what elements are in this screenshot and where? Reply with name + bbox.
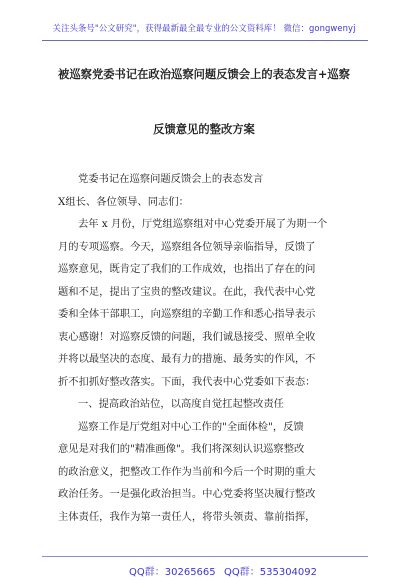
body-line: 主体责任，我作为第一责任人，将带头领责、靠前指挥， — [58, 510, 316, 523]
body-line: 衷心感谢！对巡察反馈的问题，我们诚恳接受、照单全收 — [58, 330, 316, 343]
body-line: 月的专项巡察。今天，巡察组各位领导亲临指导，反馈了 — [58, 240, 316, 253]
body-line: 去年 x 月份，厅党组巡察组对中心党委开展了为期一个 — [78, 218, 328, 230]
body-line: 巡察工作是厅党组对中心工作的"全面体检"，反馈 — [78, 420, 304, 433]
body-line: 巡察意见，既肯定了我们的工作成效，也指出了存在的问 — [58, 263, 316, 275]
body-line: 并将以最坚决的态度、最有力的措施、最务实的作风，不 — [58, 353, 316, 365]
body-line: 政治任务。一是强化政治担当。中心党委将坚决履行整改 — [58, 488, 316, 500]
body-line: 题和不足，提出了宝贵的整改建议。在此，我代表中心党 — [58, 285, 316, 298]
qq-group-2: QQ群：535304092 — [224, 567, 318, 578]
promo-header: 关注头条号"公文研究"，获得最新最全最专业的公文资料库！ 微信：gongwenyj — [52, 23, 356, 33]
footer-divider — [42, 556, 368, 557]
document-title-line-2: 反馈意见的整改方案 — [153, 123, 255, 136]
section-heading: 一、提高政治站位，以高度自觉扛起整改责任 — [78, 398, 284, 410]
qq-group-1: QQ群：30265665 — [129, 567, 216, 578]
body-line: 委和全体干部职工，向巡察组的辛勤工作和悉心指导表示 — [58, 308, 316, 320]
body-line: X组长、各位领导、同志们： — [58, 195, 189, 208]
body-line: 意见是对我们的"精准画像"。我们将深刻认识巡察整改 — [58, 443, 305, 455]
document-body — [58, 168, 356, 528]
header-divider — [42, 40, 368, 41]
document-title-line-1: 被巡察党委书记在政治巡察问题反馈会上的表态发言+巡察 — [58, 68, 350, 81]
body-line: 折不扣抓好整改落实。下面，我代表中心党委如下表态： — [58, 375, 316, 388]
body-line: 党委书记在巡察问题反馈会上的表态发言 — [78, 173, 264, 185]
body-line: 的政治意义，把整改工作作为当前和今后一个时期的重大 — [58, 465, 316, 478]
